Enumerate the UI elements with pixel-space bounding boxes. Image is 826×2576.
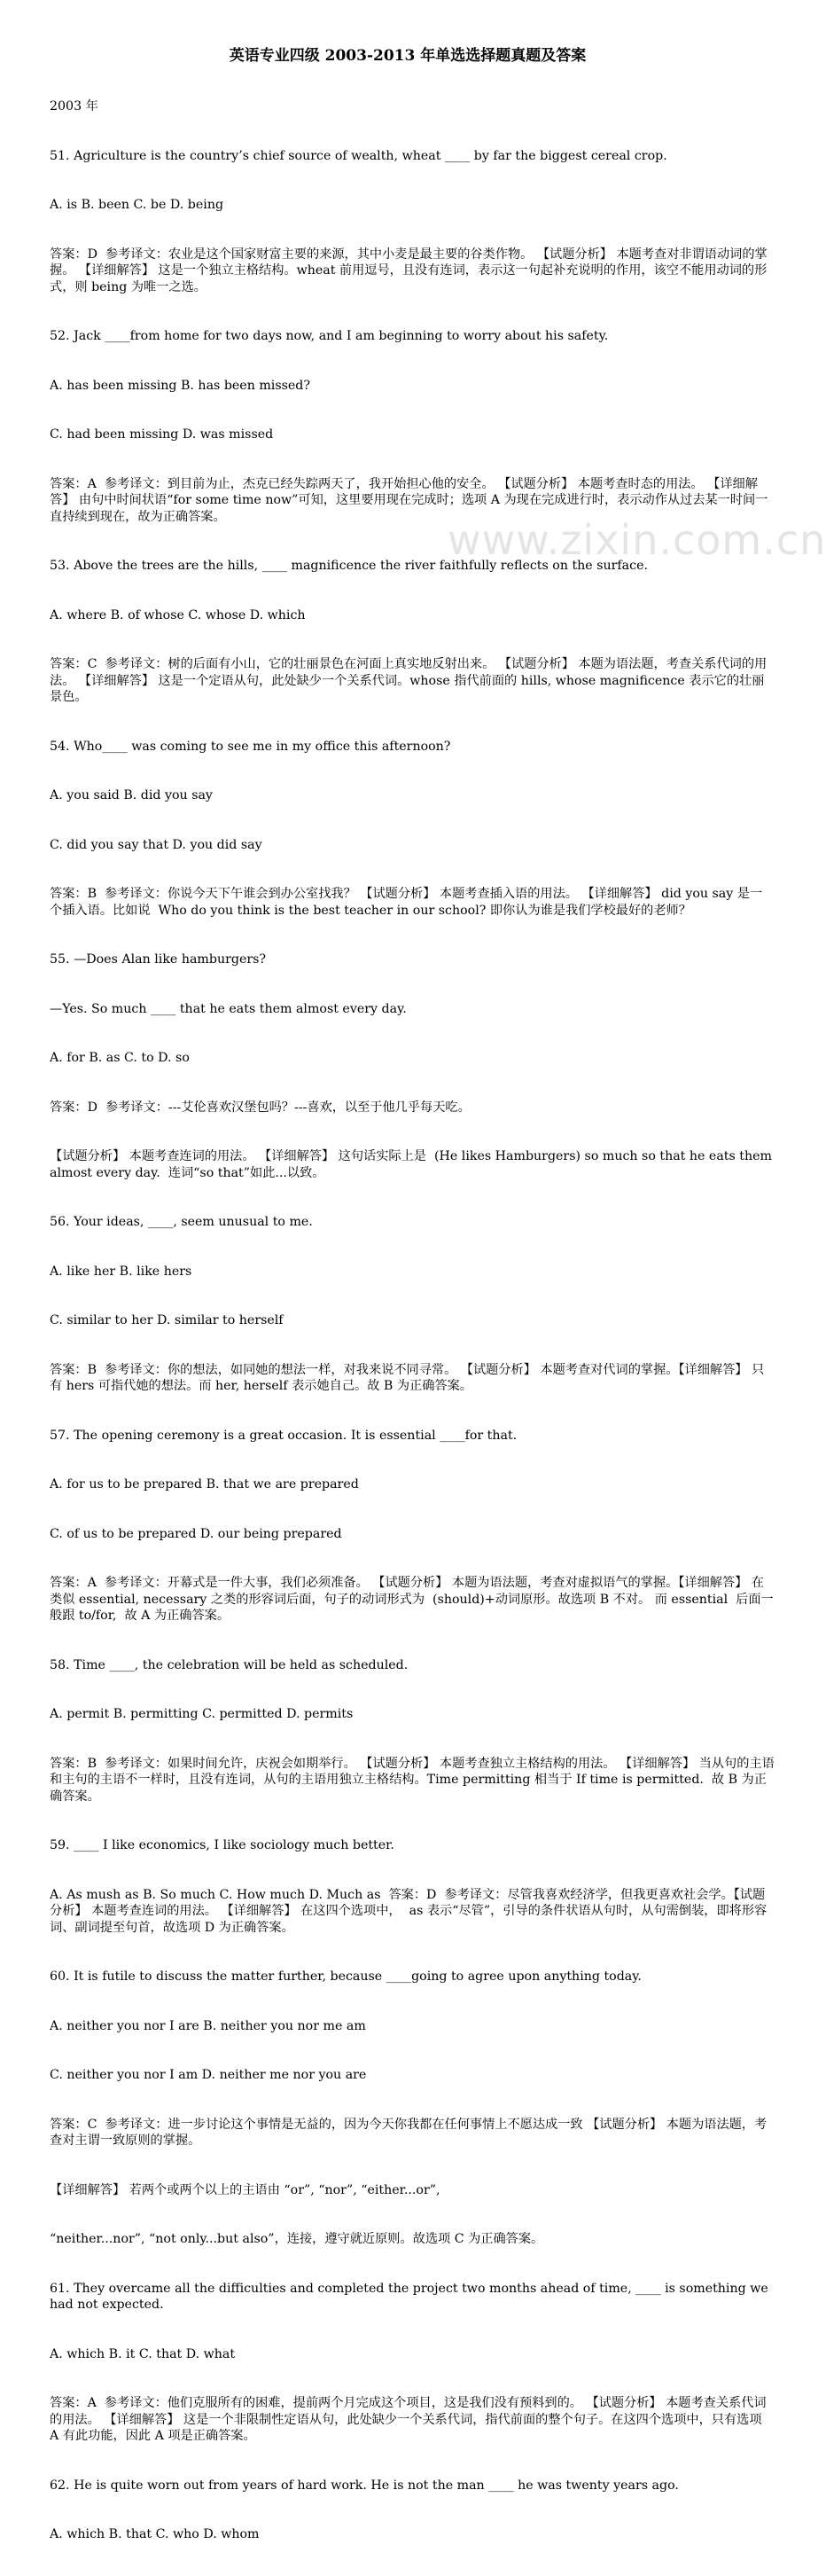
options-62: A. which B. that C. who D. whom [50, 2527, 260, 2541]
page-title: 英语专业四级 2003-2013 年单选选择题真题及答案 [229, 47, 587, 65]
options-60-b: C. neither you nor I am D. neither me nor you are [50, 2068, 367, 2082]
answer-58: 答案：B 参考译文：如果时间允许，庆祝会如期举行。 【试题分析】 本题考查独立主格结构的用法。 【详细解答】 当从句的主语和主句的主语不一样时，且没有连词，从句的主语用独立主格结构。Time permitting 相当于 If time is permitted. 故 B 为正确答案。 [50, 1756, 775, 1804]
question-54: 54. Who____ was coming to see me in my office this afternoon? [50, 739, 451, 754]
question-52: 52. Jack ____from home for two days now, and I am beginning to worry about his safety. [50, 329, 609, 343]
options-57-b: C. of us to be prepared D. our being prepared [50, 1526, 342, 1541]
options-55: A. for B. as C. to D. so [50, 1051, 190, 1065]
options-56-b: C. similar to her D. similar to herself [50, 1313, 284, 1327]
answer-60: 答案：C 参考译文：进一步讨论这个事情是无益的，因为今天你我都在任何事情上不愿达成一致 【试题分析】 本题为语法题，考查对主谓一致原则的掌握。 [50, 2117, 768, 2148]
answer-52: 答案：A 参考译文：到目前为止，杰克已经失踪两天了，我开始担心他的安全。 【试题分析】 本题考查时态的用法。 【详细解答】 由句中时间状语“for some time now”可知，这里要用现在完成时；选项 A 为现在完成进行时，表示动作从过去某一时间一直持续到现在，故为正确答案。 [50, 476, 768, 524]
analysis-60-b: “neither...nor”, “not only...but also”，连接，遵守就近原则。故选项 C 为正确答案。 [50, 2232, 544, 2246]
question-51: 51. Agriculture is the country’s chief source of wealth, wheat ____ by far the biggest cereal crop. [50, 148, 667, 163]
question-58: 58. Time ____, the celebration will be held as scheduled. [50, 1657, 409, 1672]
options-58: A. permit B. permitting C. permitted D. permits [50, 1707, 354, 1721]
question-57: 57. The opening ceremony is a great occasion. It is essential ____for that. [50, 1428, 518, 1443]
year-heading: 2003 年 [50, 99, 98, 114]
answer-55: 答案：D 参考译文：---艾伦喜欢汉堡包吗？---喜欢，以至于他几乎每天吃。 [50, 1100, 471, 1115]
analysis-55: 【试题分析】 本题考查连词的用法。 【详细解答】 这句话实际上是 (He likes Hamburgers) so much so that he eats them almost every day. 连词“so that”如此...以致。 [50, 1149, 776, 1180]
options-57-a: A. for us to be prepared B. that we are prepared [50, 1477, 359, 1492]
options-60-a: A. neither you nor I are B. neither you nor me am [50, 2018, 366, 2033]
answer-53: 答案：C 参考译文：树的后面有小山，它的壮丽景色在河面上真实地反射出来。 【试题分析】 本题为语法题，考查关系代词的用法。 【详细解答】 这是一个定语从句，此处缺少一个关系代词。whose 指代前面的 hills, whose magnificence 表示它的壮丽景色。 [50, 657, 768, 704]
question-60: 60. It is futile to discuss the matter further, because ____going to agree upon anything today. [50, 1969, 642, 1984]
answer-51: 答案：D 参考译文：农业是这个国家财富主要的来源，其中小麦是最主要的谷类作物。 【试题分析】 本题考查对非谓语动词的掌握。 【详细解答】 这是一个独立主格结构。wheat 前用逗号，且没有连词，表示这一句起补充说明的作用，该空不能用动词的形式，则 being 为唯一之选。 [50, 247, 768, 294]
options-61: A. which B. it C. that D. what [50, 2346, 236, 2361]
document-body [50, 66, 775, 2576]
analysis-60-a: 【详细解答】 若两个或两个以上的主语由 “or”, “nor”, “either...or”, [50, 2182, 440, 2197]
question-55-b: —Yes. So much ____ that he eats them almost every day. [50, 1001, 407, 1016]
options-answer-59: A. As mush as B. So much C. How much D. Much as 答案：D 参考译文：尽管我喜欢经济学，但我更喜欢社会学。【试题分析】 本题考查连词的用法。 【详细解答】 在这四个选项中， as 表示“尽管”，引导的条件状语从句时，从句需倒装，即将形容词、副词提至句首，故选项 D 为正确答案。 [50, 1887, 768, 1935]
answer-61: 答案：A 参考译文：他们克服所有的困难，提前两个月完成这个项目，这是我们没有预料到的。 【试题分析】 本题考查关系代词的用法。 【详细解答】 这是一个非限制性定语从句，此处缺少一个关系代词，指代前面的整个句子。在这四个选项中，只有选项 A 有此功能，因此 A 项是正确答案。 [50, 2396, 767, 2443]
question-56: 56. Your ideas, ____, seem unusual to me. [50, 1215, 313, 1229]
options-52-a: A. has been missing B. has been missed? [50, 378, 310, 393]
watermark: www.zixin.com.cn [448, 516, 826, 564]
options-51: A. is B. been C. be D. being [50, 198, 224, 212]
answer-54: 答案：B 参考译文：你说今天下午谁会到办公室找我？ 【试题分析】 本题考查插入语的用法。 【详细解答】 did you say 是一个插入语。比如说 Who do you think is the best teacher in our school? 即你认为谁是我们学校最好的老师？ [50, 887, 763, 918]
question-53: 53. Above the trees are the hills, ____ magnificence the river faithfully reflects on the surface. [50, 559, 648, 573]
options-56-a: A. like her B. like hers [50, 1264, 192, 1279]
question-62: 62. He is quite worn out from years of hard work. He is not the man ____ he was twenty years ago. [50, 2478, 679, 2493]
options-53: A. where B. of whose C. whose D. which [50, 607, 306, 622]
question-59: 59. ____ I like economics, I like sociology much better. [50, 1838, 394, 1852]
question-61: 61. They overcame all the difficulties and completed the project two months ahead of time, ____ is something we had not expected. [50, 2281, 773, 2312]
options-54-a: A. you said B. did you say [50, 788, 213, 803]
answer-57: 答案：A 参考译文：开幕式是一件大事，我们必须准备。 【试题分析】 本题为语法题，考查对虚拟语气的掌握。【详细解答】 在类似 essential, necessary 之类的形容词后面，句子的动词形式为 (should)+动词原形。故选项 B 不对。 而 essential 后面一般跟 to/for, 故 A 为正确答案。 [50, 1576, 774, 1623]
question-55-a: 55. —Does Alan like hamburgers? [50, 952, 267, 967]
answer-56: 答案：B 参考译文：你的想法，如同她的想法一样，对我来说不同寻常。 【试题分析】 本题考查对代词的掌握。【详细解答】 只有 hers 可指代她的想法。而 her, herself 表示她自己。故 B 为正确答案。 [50, 1362, 765, 1393]
options-52-b: C. had been missing D. was missed [50, 427, 274, 442]
options-54-b: C. did you say that D. you did say [50, 837, 262, 852]
